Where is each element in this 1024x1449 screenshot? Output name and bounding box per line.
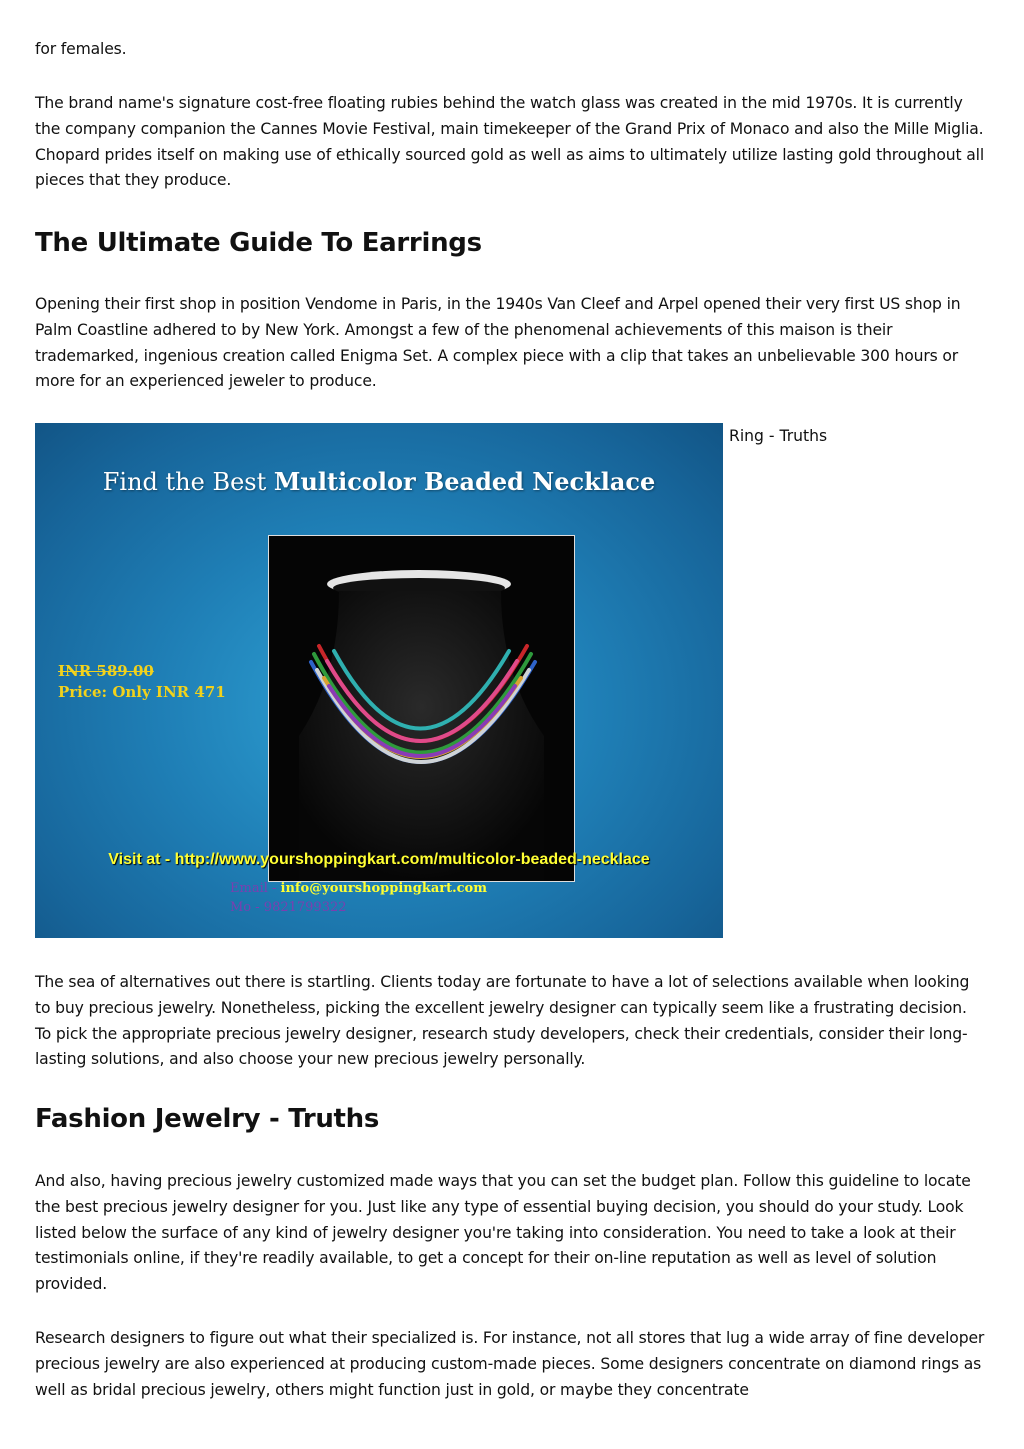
paragraph-intro-fragment: for females. [35, 40, 127, 58]
email-value: info@yourshoppingkart.com [280, 881, 487, 896]
necklace-ad-image [35, 423, 723, 938]
ad-banner [35, 423, 723, 938]
necklace-illustration [269, 536, 574, 881]
banner-title-plain: Find the Best [102, 468, 274, 496]
mobile-line: Mo - 9821799322 [230, 900, 347, 915]
visit-url-text: Visit at - http://www.yourshoppingkart.com/multicolor-beaded-necklace [108, 851, 650, 868]
image-caption: Ring - Truths [729, 427, 828, 445]
email-label: Email - [230, 881, 281, 896]
paragraph-custom-made: And also, having precious jewelry customized made ways that you can set the budget plan. Follow this guideline to locate the best precious jewelry designer for you. Just like any type of essential buying decision, you should do your study. Look listed below the surface of any kind of jewelry designer you're taking into consideration. You need to take a look at their testimonials online, if they're readily available, to get a concept for their on-line reputation as well as level of solution provided. [35, 1172, 971, 1294]
paragraph-chopard: The brand name's signature cost-free floating rubies behind the watch glass was created in the mid 1970s. It is currently the company companion the Cannes Movie Festival, main timekeeper of the Grand Prix of Monaco and also the Mille Miglia. Chopard prides itself on making use of ethically sourced gold as well as aims to ultimately utilize lasting gold throughout all pieces that they produce. [35, 94, 984, 190]
paragraph-research-designers: Research designers to figure out what their specialized is. For instance, not all stores that lug a wide array of fine developer precious jewelry are also experienced at producing custom-made pieces. Some designers concentrate on diamond rings as well as bridal precious jewelry, others might function just in gold, or maybe they concentrate [35, 1329, 985, 1399]
contact-block [230, 879, 487, 917]
old-price: INR 589.00 [58, 662, 154, 680]
paragraph-van-cleef: Opening their first shop in position Vendome in Paris, in the 1940s Van Cleef and Arpel opened their very first US shop in Palm Coastline adhered to by New York. Amongst a few of the phenomenal achievements of this maison is their trademarked, ingenious creation called Enigma Set. A complex piece with a clip that takes an unbelievable 300 hours or more for an experienced jeweler to produce. [35, 295, 961, 391]
necklace-photo [268, 535, 575, 882]
banner-title-bold: Multicolor Beaded Necklace [273, 467, 656, 496]
heading-fashion-jewelry-truths: Fashion Jewelry - Truths [35, 1104, 380, 1134]
email-line [230, 879, 487, 898]
price-block [58, 661, 226, 703]
paragraph-sea-of-alternatives: The sea of alternatives out there is startling. Clients today are fortunate to have a lot of selections available when looking to buy precious jewelry. Nonetheless, picking the excellent jewelry designer can typically seem like a frustrating decision. To pick the appropriate precious jewelry designer, research study developers, check their credentials, consider their long-lasting solutions, and also choose your new precious jewelry personally. [35, 973, 970, 1069]
heading-ultimate-guide-earrings: The Ultimate Guide To Earrings [35, 228, 482, 258]
new-price: Price: Only INR 471 [58, 683, 226, 701]
banner-title [35, 467, 723, 496]
